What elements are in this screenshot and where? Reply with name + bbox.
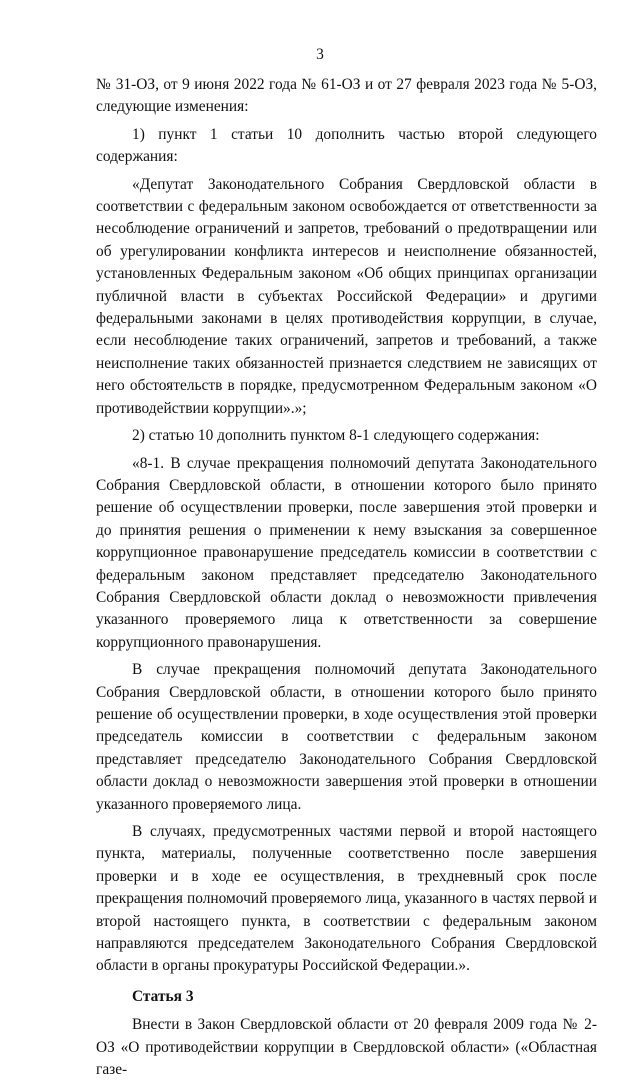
document-body — [96, 74, 597, 1086]
paragraph-point-8-1: «8-1. В случае прекращения полномочий депутата Законодательного Собрания Свердловской области, в отношении которого было принято решение об осуществлении проверки, после завершения этой проверки и до принятия решения о применении к нему взыскания за совершенное коррупционное правонарушение председатель комиссии в соответствии с федеральным законом представляет председателю Законодательного Собрания Свердловской области доклад о невозможности привлечения указанного проверяемого лица к ответственности за совершение коррупционного правонарушения. — [96, 454, 597, 651]
paragraph-article-3: Внести в Закон Свердловской области от 20 февраля 2009 года № 2-ОЗ «О противодействии коррупции в Свердловской области» («Областная газе- — [96, 1016, 597, 1079]
paragraph-item-1: 1) пункт 1 статьи 10 дополнить частью второй следующего содержания: — [96, 125, 597, 166]
article-heading: Статья 3 — [132, 987, 194, 1005]
paragraph-item-2: 2) статью 10 дополнить пунктом 8-1 следующего содержания: — [132, 427, 540, 445]
paragraph-point-8-1-part-3: В случаях, предусмотренных частями первой и второй настоящего пункта, материалы, полученные соответственно после завершения проверки и в ходе ее осуществления, в трехдневный срок после прекращения полномочий проверяемого лица, указанного в частях первой и второй настоящего пункта, в соответствии с федеральным законом направляются председателем Законодательного Собрания Свердловской области в органы прокуратуры Российской Федерации.». — [96, 823, 597, 975]
page-number: 3 — [316, 46, 324, 63]
paragraph-point-8-1-part-2: В случае прекращения полномочий депутата Законодательного Собрания Свердловской области, в отношении которого было принято решение об осуществлении проверки, в ходе осуществления этой проверки председатель комиссии в соответствии с федеральным законом представляет председателю Законодательного Собрания Свердловской области доклад о невозможности завершения этой проверки в отношении указанного проверяемого лица. — [96, 661, 597, 813]
paragraph-quote-deputy-exemption: «Депутат Законодательного Собрания Свердловской области в соответствии с федеральным законом освобождается от ответственности за несоблюдение ограничений и запретов, требований о предотвращении или об урегулировании конфликта интересов и неисполнение обязанностей, установленных Федеральным законом «Об общих принципах организации публичной власти в субъектах Российской Федерации» и другими федеральными законами в целях противодействия коррупции, в случае, если несоблюдение таких ограничений, запретов и требований, а также неисполнение таких обязанностей признается следствием не зависящих от него обстоятельств в порядке, предусмотренном Федеральным законом «О противодействии коррупции».»; — [96, 175, 597, 417]
paragraph-continuation: № 31-ОЗ, от 9 июня 2022 года № 61-ОЗ и от 27 февраля 2023 года № 5-ОЗ, следующие изменения: — [96, 76, 597, 116]
